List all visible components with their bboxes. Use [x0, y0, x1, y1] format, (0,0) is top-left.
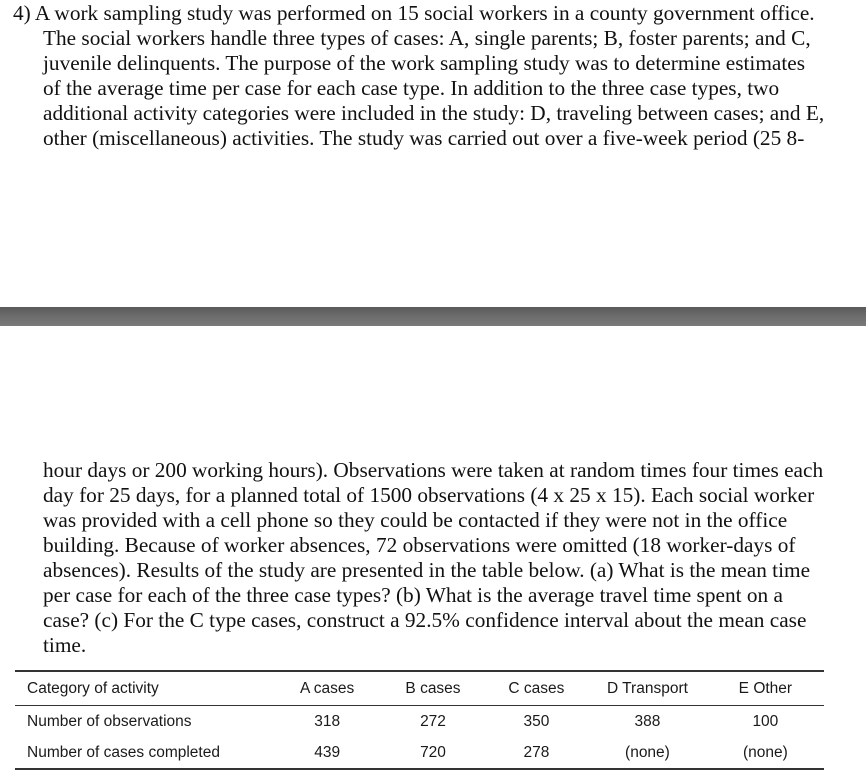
observations-table [15, 670, 824, 770]
problem-line: building. Because of worker absences, 72 observations were omitted (18 worker-days of [43, 533, 796, 557]
table-cell: (none) [742, 743, 788, 761]
problem-line: absences). Results of the study are presented in the table below. (a) What is the mean time [43, 558, 811, 582]
table-row [15, 706, 824, 738]
table-row [15, 737, 824, 769]
header-category: Category of activity [27, 679, 159, 697]
table-cell: 350 [523, 712, 550, 730]
problem-line: day for 25 days, for a planned total of 1500 observations (4 x 25 x 15). Each social worker [43, 483, 815, 507]
problem-line: hour days or 200 working hours). Observations were taken at random times four times each [43, 458, 824, 482]
row-label: Number of observations [27, 712, 192, 730]
problem-line: The social workers handle three types of cases: A, single parents; B, foster parents; and C, [43, 26, 811, 50]
table-cell: 720 [420, 743, 446, 761]
table-cell: 318 [314, 712, 341, 730]
header-d-transport: D Transport [606, 679, 688, 697]
problem-number: 4) [13, 1, 31, 25]
table-cell: 388 [634, 712, 661, 730]
problem-line: of the average time per case for each case type. In addition to the three case types, two [43, 76, 780, 100]
table-cell: 100 [752, 712, 779, 730]
problem-text-part-2 [43, 458, 823, 658]
problem-line: juvenile delinquents. The purpose of the work sampling study was to determine estimates [43, 51, 805, 75]
page-break-divider [0, 307, 866, 326]
problem-line: case? (c) For the C type cases, construct a 92.5% confidence interval about the mean case [43, 608, 807, 632]
header-e-other: E Other [738, 679, 793, 697]
table-cell: 272 [420, 712, 446, 730]
problem-line: 4) A work sampling study was performed on 15 social workers in a county government office. [13, 1, 815, 25]
problem-line: other (miscellaneous) activities. The study was carried out over a five-week period (25 8- [43, 126, 805, 150]
row-label: Number of cases completed [27, 743, 220, 761]
problem-line: additional activity categories were included in the study: D, traveling between cases; and E, [43, 101, 825, 125]
header-b-cases: B cases [405, 679, 461, 697]
table-header-row [15, 671, 824, 706]
table-cell: 278 [523, 743, 550, 761]
table-cell: 439 [314, 743, 341, 761]
problem-line: was provided with a cell phone so they could be contacted if they were not in the office [43, 508, 788, 532]
problem-line: per case for each of the three case types? (b) What is the average travel time spent on a [43, 583, 783, 607]
problem-text-part-1 [13, 1, 824, 151]
problem-line: time. [43, 633, 87, 657]
header-a-cases: A cases [300, 679, 355, 697]
header-c-cases: C cases [508, 679, 565, 697]
table-cell: (none) [625, 743, 670, 761]
